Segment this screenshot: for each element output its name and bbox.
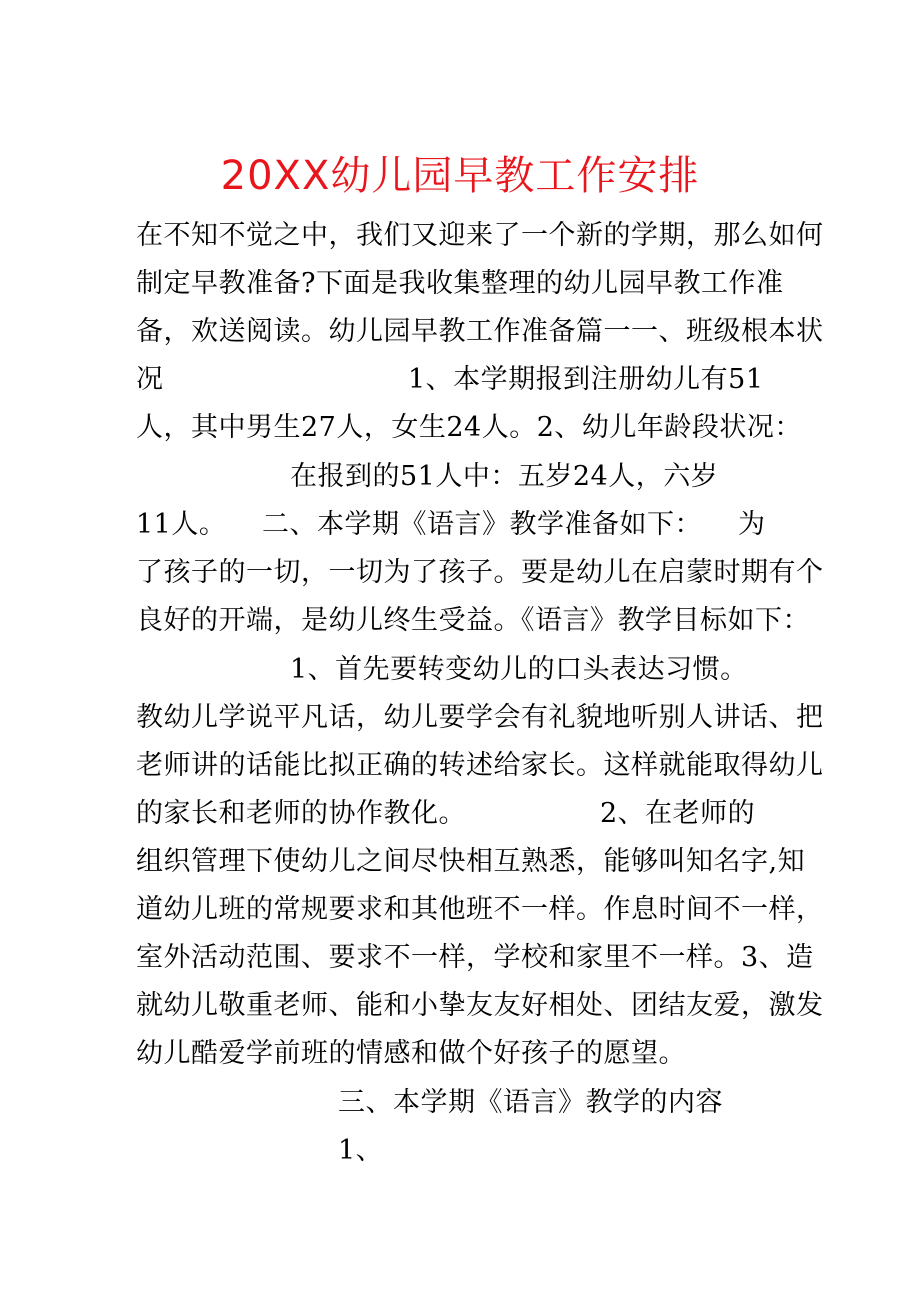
paragraph-line: 人，其中男生27人，女生24人。2、幼儿年龄段状况： (136, 412, 802, 443)
paragraph-line: 1、本学期报到注册幼儿有51 (408, 364, 764, 395)
paragraph-line: 制定早教准备?下面是我收集整理的幼儿园早教工作准 (136, 268, 784, 299)
paragraph-line: 备，欢送阅读。幼儿园早教工作准备篇一一、班级根本状 (136, 316, 824, 347)
paragraph-line: 组织管理下使幼儿之间尽快相互熟悉，能够叫知名字,知 (136, 846, 806, 877)
paragraph-line: 道幼儿班的常规要求和其他班不一样。作息时间不一样， (136, 894, 824, 925)
paragraph-line: 幼儿酷爱学前班的情感和做个好孩子的愿望。 (136, 1038, 686, 1069)
document-title: 20XX幼儿园早教工作安排 (220, 153, 700, 199)
paragraph-line: 1、 (338, 1135, 384, 1166)
paragraph-line: 室外活动范围、要求不一样，学校和家里不一样。3、造 (136, 942, 814, 973)
paragraph-line: 教幼儿学说平凡话，幼儿要学会有礼貌地听别人讲话、把 (136, 702, 824, 733)
paragraph-line: 为 (738, 509, 766, 540)
paragraph-line: 在报到的51人中：五岁24人，六岁 (290, 461, 719, 492)
paragraph-line: 1、首先要转变幼儿的口头表达习惯。 (290, 654, 748, 685)
paragraph-line: 就幼儿敬重老师、能和小挚友友好相处、团结友爱，激发 (136, 990, 824, 1021)
paragraph-line: 11人。 (136, 509, 227, 540)
paragraph-line: 良好的开端，是幼儿终生受益。《语言》教学目标如下： (136, 605, 810, 636)
paragraph-line: 2、在老师的 (600, 798, 756, 829)
paragraph-line: 况 (136, 364, 164, 395)
section-heading: 二、本学期《语言》教学准备如下： (262, 509, 702, 540)
paragraph-line: 了孩子的一切，一切为了孩子。要是幼儿在启蒙时期有个 (136, 557, 824, 588)
paragraph-line: 的家长和老师的协作教化。 (136, 798, 466, 829)
paragraph-line: 老师讲的话能比拟正确的转述给家长。这样就能取得幼儿 (136, 750, 824, 781)
paragraph-line: 在不知不觉之中，我们又迎来了一个新的学期，那么如何 (136, 220, 824, 251)
section-heading: 三、本学期《语言》教学的内容 (338, 1087, 723, 1118)
